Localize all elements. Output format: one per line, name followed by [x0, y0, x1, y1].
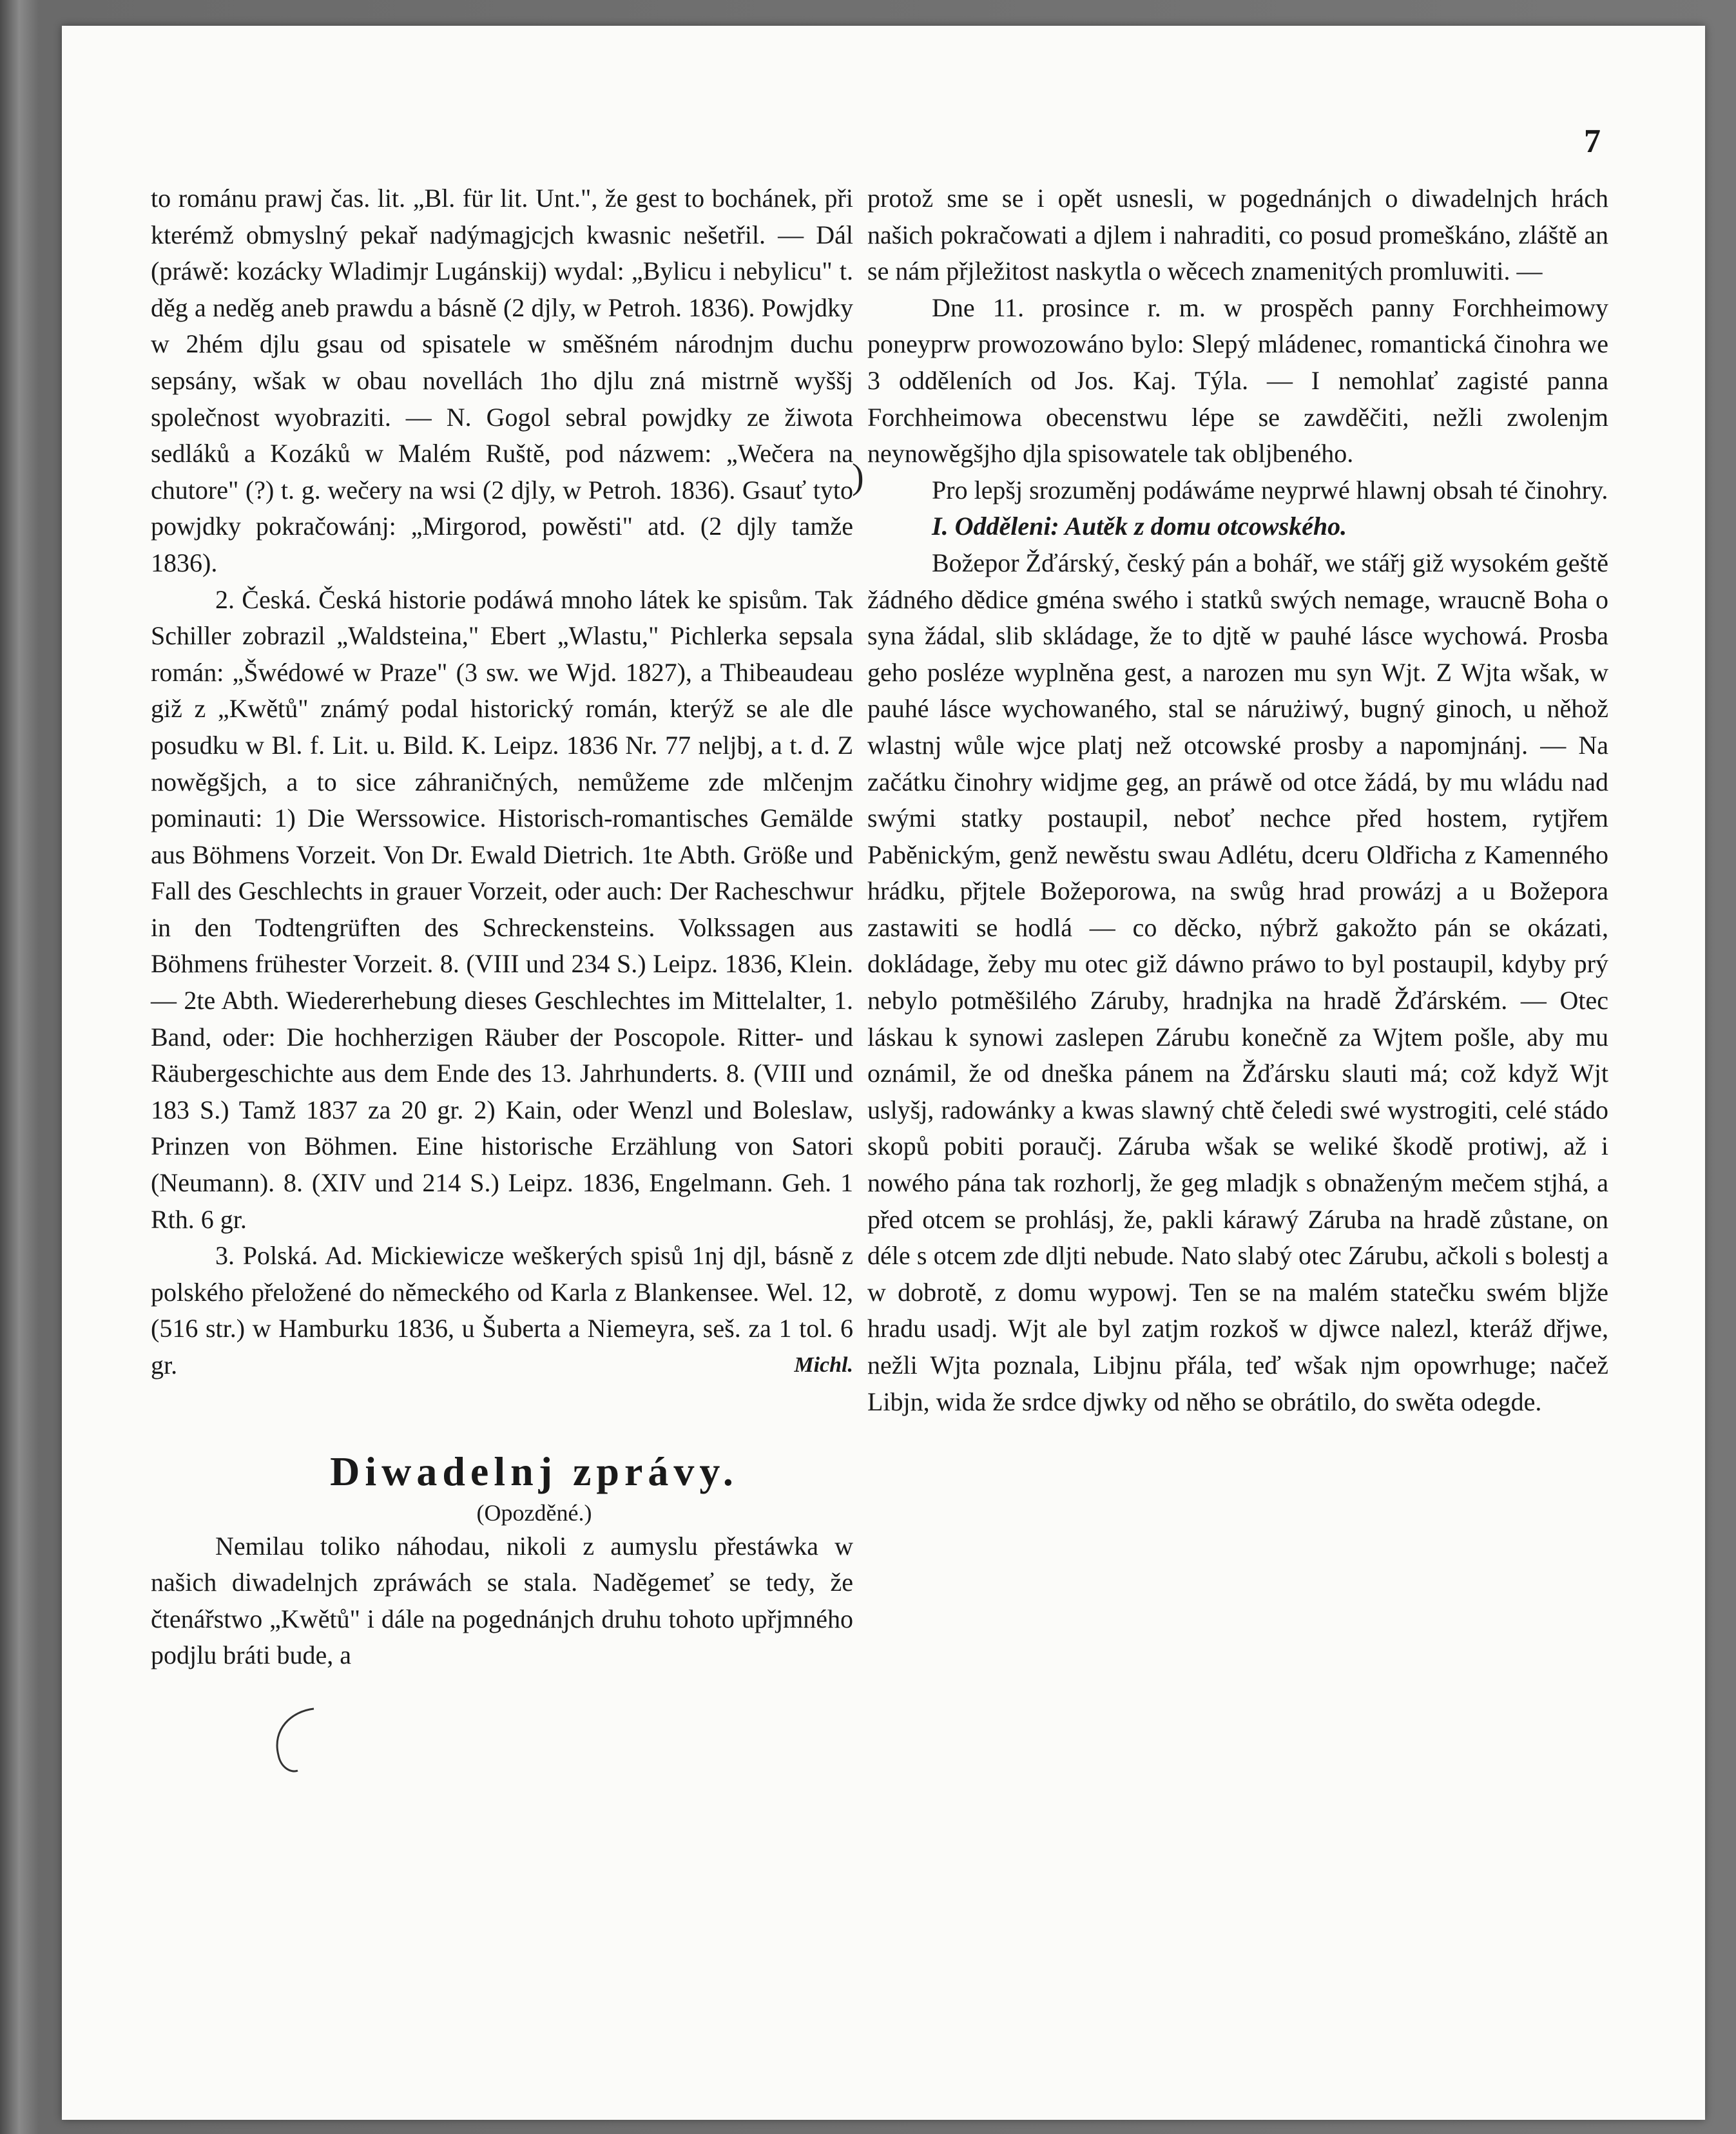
right-paragraph-2: Dne 11. prosince r. m. w prospěch panny Forchheimowy poneyprw prowozowáno bylo: Slepý mládenec, romantická činohra we 3 odděleních od Jos. Kaj. Týla. — I nemohlať zagisté panna Forchheimowa obecenstwu lépe se zawděčiti, nežli zwolenjm neynowěgšjho djla spisowatele tak obljbeného.	[867, 293, 1608, 468]
author-signature: Michl.	[794, 1353, 853, 1377]
right-paragraph-1: protož sme se i opět usnesli, w pogednánjch o diwadelnjch hrách našich pokračowati a djlem i nahraditi, co posud promeškáno, zláště an se nám přjležitost naskytla o wěcech znamenitých promluwiti. —	[867, 184, 1608, 286]
right-paragraph-3: Pro lepšj srozuměnj podáwáme neyprwé hlawnj obsah té činohry.	[932, 475, 1608, 505]
section-subtitle: (Opozděné.)	[476, 1499, 592, 1526]
left-paragraph-2: 2. Česká. Česká historie podáwá mnoho látek ke spisům. Tak Schiller zobrazil „Waldsteina," Ebert „Wlastu," Pichlerka sepsala román: „Šwédowé w Praze" (3 sw. we Wjd. 1827), a Thibeaudeau giž z „Kwětů" známý podal historický román, kterýž se ale dle posudku w Bl. f. Lit. u. Bild. K. Leipz. 1836 Nr. 77 neljbj, a t. d. Z nowěgšjch, a to sice záhraničných, nemůžeme zde mlčenjm pominauti: 1) Die Werssowice. Historisch-romantisches Gemälde aus Böhmens Vorzeit. Von Dr. Ewald Dietrich. 1te Abth. Größe und Fall des Geschlechts in grauer Vorzeit, oder auch: Der Racheschwur in den Todtengrüften des Schreckensteins. Volkssagen aus Böhmens frühester Vorzeit. 8. (VIII und 234 S.) Leipz. 1836, Klein. — 2te Abth. Wiedererhebung dieses Geschlechtes im Mittelalter, 1. Band, oder: Die hochherzigen Räuber der Poscopole. Ritter- und Räubergeschichte aus dem Ende des 13. Jahrhunderts. 8. (VIII und 183 S.) Tamž 1837 za 20 gr. 2) Kain, oder Wenzl und Boleslaw, Prinzen von Böhmen. Eine historische Erzählung von Satori (Neumann). 8. (XIV und 214 S.) Leipz. 1836, Engelmann. Geh. 1 Rth. 6 gr.	[151, 584, 853, 1234]
right-column	[867, 180, 1608, 1420]
act-title: I. Odděleni: Autěk z domu otcowského.	[932, 512, 1347, 541]
section-paragraph: Nemilau toliko náhodau, nikoli z aumyslu přestáwka w našich diwadelnjch zpráwách se stala. Naděgemeť se tedy, že čtenářstwo „Kwětů" i dále na pogednánjch druhu tohoto upřjmného podjlu bráti bude, a	[151, 1531, 853, 1670]
act-paragraph: Božepor Žďárský, český pán a bohář, we stářj giž wysokém geště žádného dědice gména swého i statků swých nemage, wraucně Boha o syna žádal, slib skládage, že to djtě w pauhé lásce wychowá. Prosba geho posléze wyplněna gest, a narozen mu syn Wjt. Z Wjta wšak, w pauhé lásce wychowaného, stal se nárużiwý, bugný ginoch, u něhož wlastnj wůle wjce platj než otcowské prosby a napomjnánj. — Na začátku činohry widjme geg, an práwě od otce žádá, by mu wládu nad swými statky postaupil, neboť nechce před hostem, rytjřem Paběnickým, genž newěstu swau Adlétu, dceru Oldřicha z Kamenného hrádku, přjtele Božeporowa, na swůg hrad prowázj a u Božepora zastawiti se hodlá — co děcko, nýbrž gakožto pán se okázati, dokládage, žeby mu otec giž dáwno práwo to byl postaupil, kdyby prý nebylo potměšilého Záruby, hradnjka na hradě Žďárském. — Otec láskau k synowi zaslepen Zárubu konečně za Wjtem pošle, aby mu oznámil, že od dneška pánem na Žďársku slauti má; což když Wjt uslyšj, radowánky a kwas slawný chtě čeledi swé wystrogiti, celé stádo skopů pobiti poraučj. Záruba wšak se weliké škodě protiwj, až i nowého pána tak rozhorlj, že geg mladjk s obnaženým mečem stjhá, a před otcem se prohlásj, že, pakli kárawý Záruba na hradě zůstane, on déle s otcem zde dljti nebude. Nato slabý otec Zárubu, ačkoli s bolestj a w dobrotě, z domu wypowj. Ten se na malém statečku swém bljže hradu usadj. Wjt ale byl zatjm rozkoš w djwce nalezl, kteráž dřjwe, nežli Wjta poznala, Libjnu přála, teď wšak njm opowrhuge; načež Libjn, wida že srdce djwky od něho se obrátilo, do swěta odegde.	[867, 548, 1608, 1416]
pen-mark-icon	[253, 1704, 330, 1781]
left-paragraph-3	[151, 1238, 853, 1383]
section-heading	[151, 1446, 853, 1528]
margin-mark: )	[852, 457, 864, 497]
section-title: Diwadelnj zprávy.	[330, 1448, 738, 1494]
left-column	[151, 180, 853, 1674]
left-paragraph-1: to románu prawj čas. lit. „Bl. für lit. Unt.", že gest to bochánek, při kterémž obmyslný pekař nadýmagjcjch kwasnic nešetřil. — Dál (práwě: kozácky Wladimjr Lugánskij) wydal: „Bylicu i nebylicu" t. děg a neděg aneb prawdu a básně (2 djly, w Petroh. 1836). Powjdky w 2hém djlu gsau od spisatele w směšném národnjm duchu sepsány, wšak w obau novellách 1ho djlu zná mistrně wyššj společnost wyobraziti. — N. Gogol sebral powjdky ze žiwota sedláků a Kozáků w Malém Ruště, pod názwem: „Wečera na chutore" (?) t. g. wečery na wsi (2 djly, w Petroh. 1836). Gsauť tyto powjdky pokračowánj: „Mirgorod, powěsti" atd. (2 djly tamže 1836).	[151, 184, 853, 577]
page-number: 7	[1584, 123, 1601, 160]
left-paragraph-3-text: 3. Polská. Ad. Mickiewicze weškerých spisů 1nj djl, básně z polského přeložené do německého od Karla z Blankensee. Wel. 12, (516 str.) w Hamburku 1836, u Šuberta a Niemeyra, seš. za 1 tol. 6 gr.	[151, 1241, 853, 1379]
page	[62, 26, 1705, 2120]
